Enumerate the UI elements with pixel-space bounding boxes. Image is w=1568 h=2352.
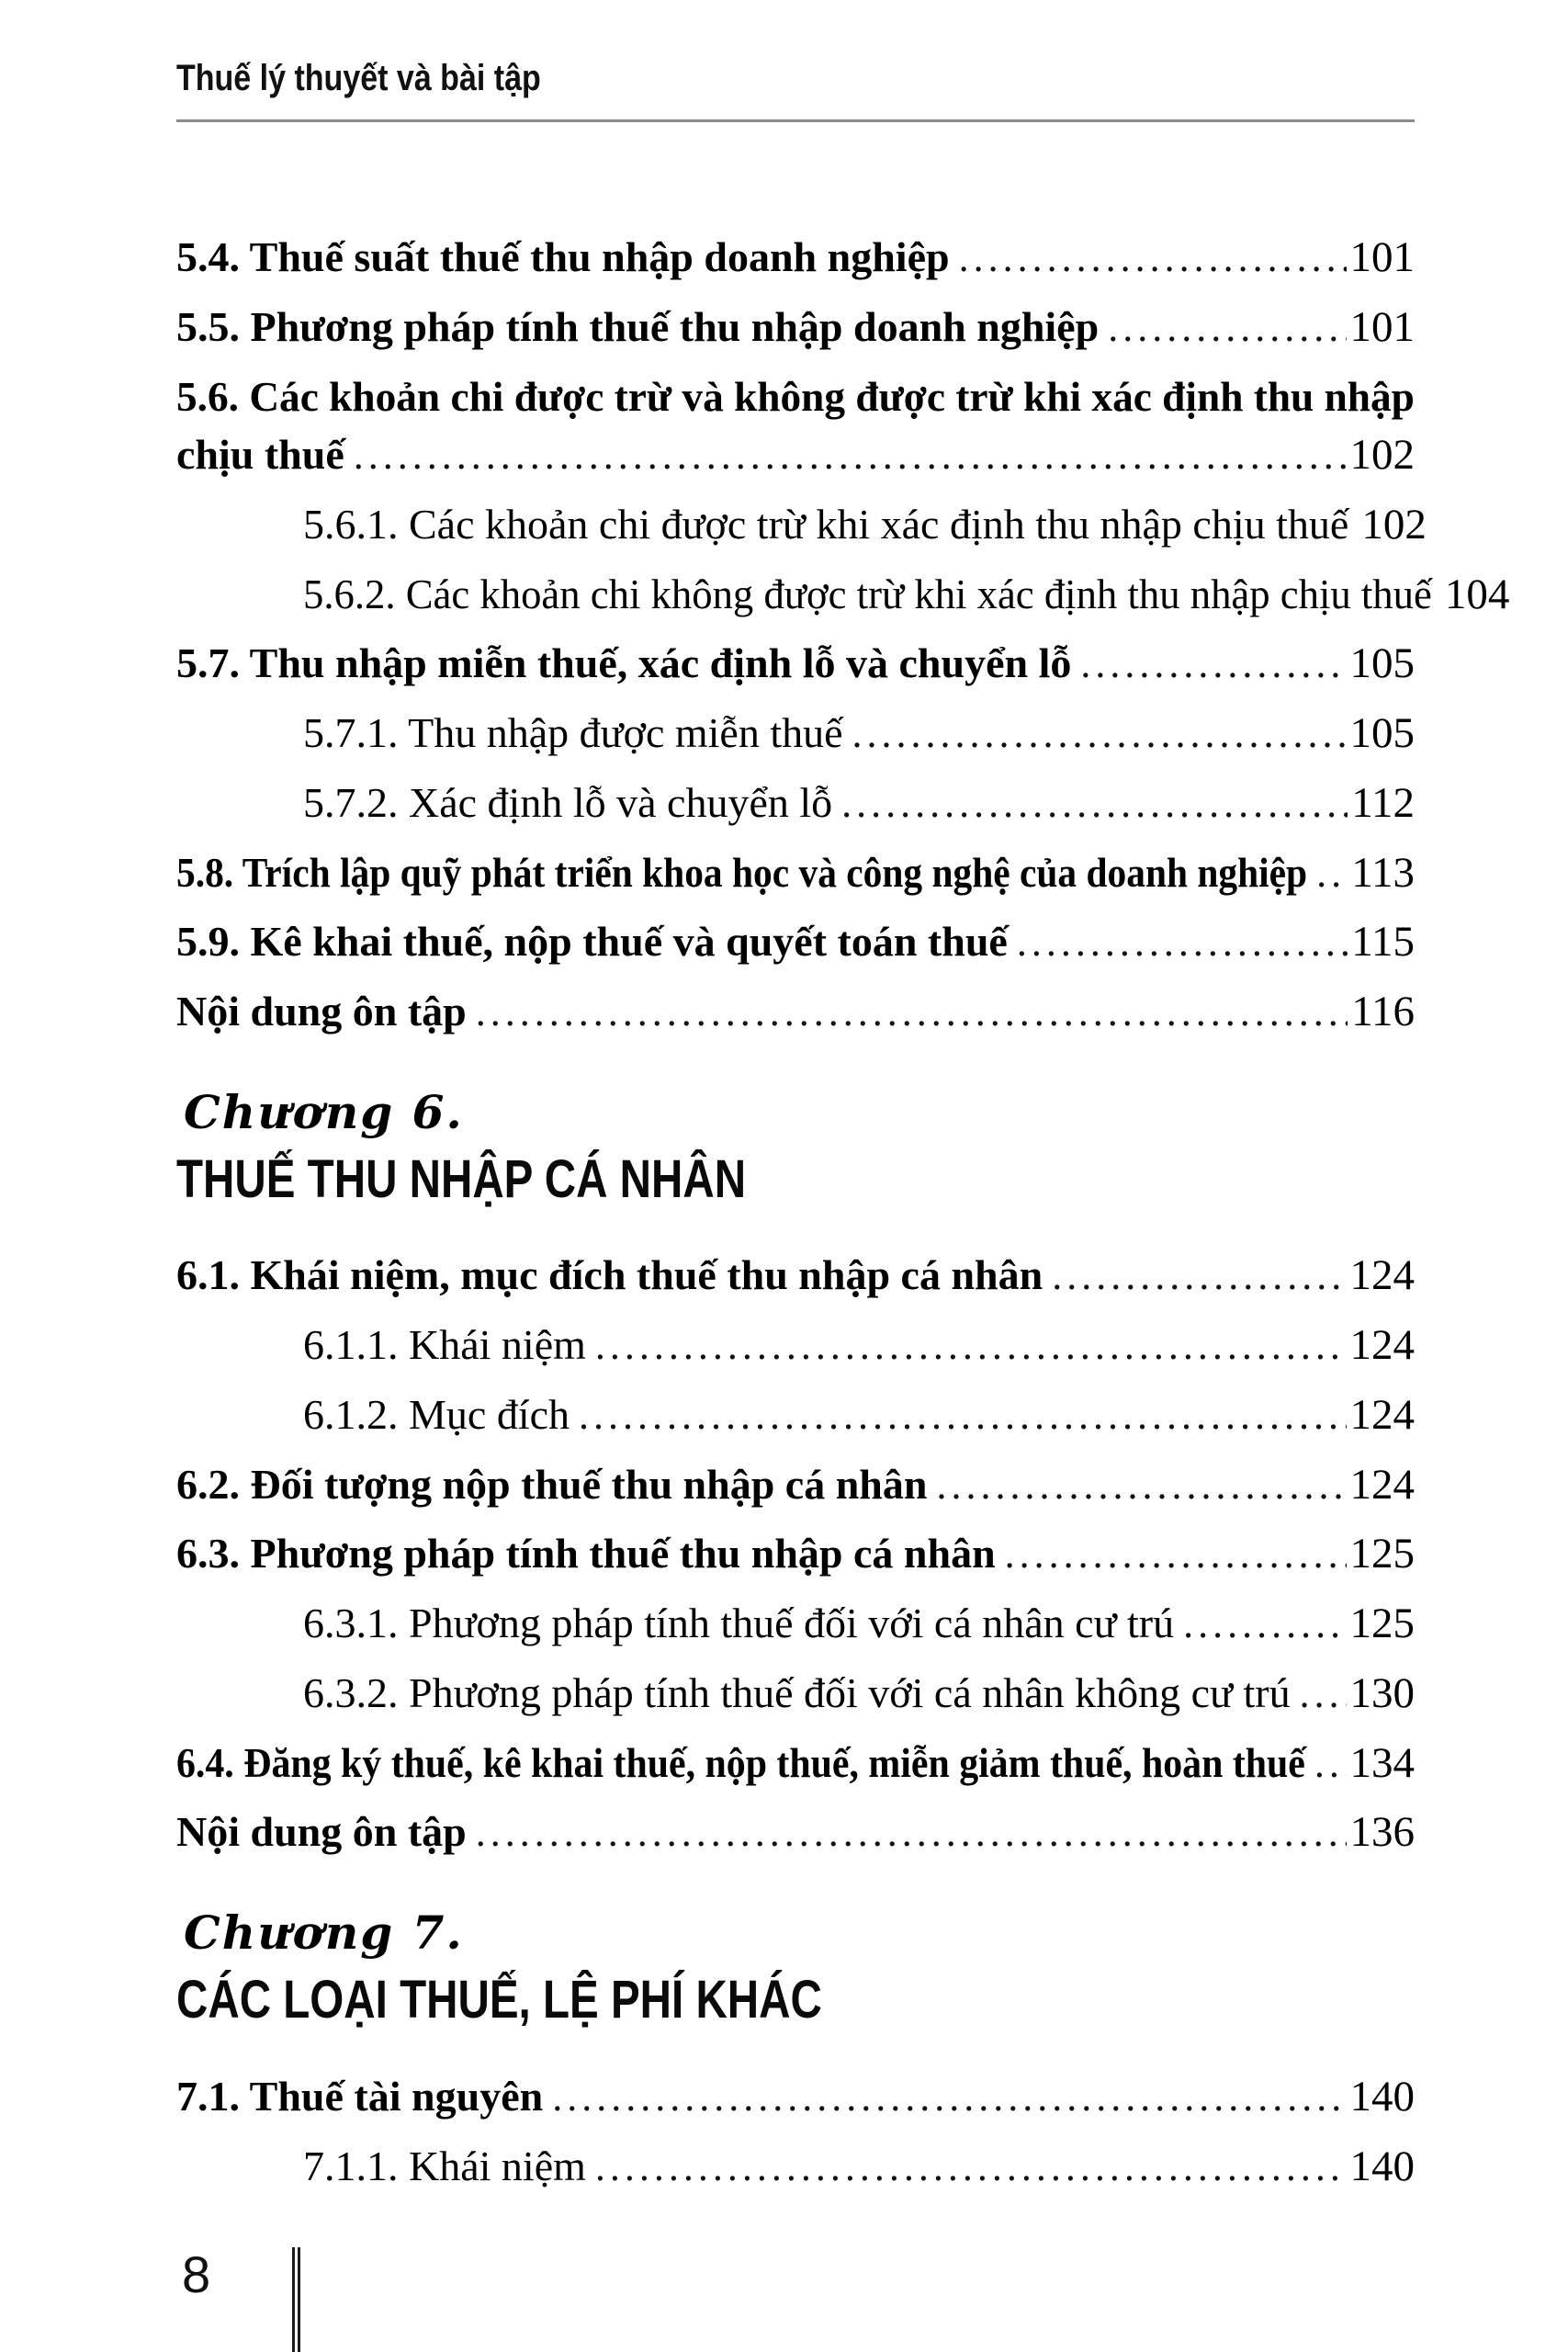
binding-mark-double-line: [292, 2247, 300, 2352]
toc-entry: [176, 985, 1415, 1039]
toc-entry: [176, 1736, 1415, 1791]
chapter-label: Chương 6.: [184, 1084, 464, 1139]
toc-entry-page: 105: [1349, 709, 1415, 757]
toc-entry-page: 136: [1349, 1808, 1415, 1857]
toc-entry: [176, 1388, 1415, 1442]
toc-entry-text: 5.7. Thu nhập miễn thuế, xác định lỗ và chuyển lỗ: [176, 639, 1072, 687]
toc-entry-text: 7.1. Thuế tài nguyên: [176, 2072, 544, 2120]
toc-entry: [176, 1249, 1415, 1303]
toc-entry: [176, 1318, 1415, 1373]
dot-leader: [476, 985, 1348, 1038]
toc-entry: [176, 707, 1415, 761]
toc-entry-page: 124: [1349, 1390, 1415, 1439]
dot-leader: [1300, 1667, 1347, 1720]
toc-entry-text: chịu thuế: [176, 431, 344, 478]
table-of-contents: [176, 231, 1510, 2193]
toc-entry-text: 5.6. Các khoản chi được trừ và không được trừ khi xác định thu nhập: [176, 372, 1415, 420]
dot-leader: [476, 1805, 1347, 1859]
dot-leader: [1316, 846, 1348, 899]
chapter7-heading: [176, 1905, 1415, 2031]
dot-leader: [1052, 1249, 1346, 1302]
toc-entry: [176, 231, 1415, 285]
dot-leader: [1314, 1736, 1347, 1790]
chapter-label: Chương 7.: [184, 1905, 464, 1961]
toc-entry-text: 5.9. Kê khai thuế, nộp thuế và quyết toán thuế: [176, 918, 1008, 966]
dot-leader: [1080, 637, 1346, 690]
toc-entry-page: 124: [1349, 1460, 1415, 1509]
toc-entry-text: 6.3.2. Phương pháp tính thuế đối với cá nhân không cư trú: [303, 1668, 1291, 1716]
toc-entry-text: 6.1.1. Khái niệm: [303, 1321, 586, 1369]
dot-leader: [959, 231, 1347, 284]
toc-entry-page: 112: [1351, 778, 1415, 827]
toc-entry: [176, 498, 1427, 552]
toc-entry-page: 125: [1349, 1600, 1415, 1648]
dot-leader: [852, 707, 1347, 760]
toc-entry: [176, 637, 1415, 691]
toc-section-chapter7: [176, 2070, 1415, 2194]
dot-leader: [1017, 915, 1348, 968]
toc-entry-page: 140: [1349, 2142, 1415, 2190]
dot-leader: [1108, 300, 1346, 354]
dot-leader: [841, 776, 1348, 830]
dot-leader: [354, 428, 1347, 481]
toc-entry-page: 130: [1349, 1668, 1415, 1717]
chapter6-heading: [176, 1085, 1415, 1211]
toc-entry: [176, 300, 1415, 355]
dot-leader: [552, 2070, 1346, 2123]
toc-entry-page: 115: [1351, 918, 1415, 967]
toc-entry-text: 6.1.2. Mục đích: [303, 1390, 570, 1438]
toc-entry-page: 101: [1349, 302, 1415, 351]
toc-entry: [176, 2140, 1415, 2194]
toc-entry-page: 140: [1349, 2072, 1415, 2120]
toc-entry: [176, 846, 1415, 900]
toc-entry-text: 7.1.1. Khái niệm: [303, 2142, 586, 2189]
toc-entry-page: 113: [1351, 848, 1415, 897]
toc-entry: [176, 1458, 1415, 1512]
toc-entry-text: 5.6.2. Các khoản chi không được trừ khi xác định thu nhập chịu thuế: [303, 570, 1432, 617]
dot-leader: [1183, 1597, 1346, 1650]
toc-entry-text: 5.6.1. Các khoản chi được trừ khi xác định thu nhập chịu thuế: [303, 500, 1349, 548]
dot-leader: [595, 2140, 1347, 2193]
toc-entry-text: 5.8. Trích lập quỹ phát triển khoa học và công nghệ của doanh nghiệp: [176, 848, 1308, 896]
toc-entry: [176, 568, 1510, 622]
toc-entry-text: 6.1. Khái niệm, mục đích thuế thu nhập cá nhân: [176, 1251, 1043, 1299]
toc-entry: [176, 1527, 1415, 1581]
toc-entry-page: 134: [1349, 1738, 1415, 1787]
toc-entry-text: 5.4. Thuế suất thuế thu nhập doanh nghiệp: [176, 233, 950, 280]
dot-leader: [595, 1318, 1347, 1372]
toc-entry: [176, 2070, 1415, 2124]
toc-entry: [176, 915, 1415, 969]
toc-entry-page: 125: [1349, 1530, 1415, 1578]
dot-leader: [1005, 1527, 1347, 1580]
header-rule: [176, 119, 1415, 122]
chapter-title: THUẾ THU NHẬP CÁ NHÂN: [176, 1148, 747, 1209]
toc-entry-page: 124: [1349, 1251, 1415, 1300]
toc-entry-page: 102: [1349, 431, 1415, 479]
toc-entry-page: 104: [1444, 570, 1510, 618]
toc-entry-page: 102: [1361, 500, 1427, 548]
toc-entry-text: 6.4. Đăng ký thuế, kê khai thuế, nộp thuế, miễn giảm thuế, hoàn thuế: [176, 1738, 1305, 1786]
toc-entry: [176, 1597, 1415, 1651]
running-head-title: Thuế lý thuyết và bài tập: [176, 58, 541, 98]
toc-entry-page: 105: [1349, 639, 1415, 688]
toc-entry-continuation: [176, 428, 1415, 482]
toc-entry-text: 6.3. Phương pháp tính thuế thu nhập cá nhân: [176, 1530, 996, 1577]
toc-entry-page: 116: [1351, 988, 1415, 1035]
dot-leader: [579, 1388, 1346, 1442]
chapter-title: CÁC LOẠI THUẾ, LỆ PHÍ KHÁC: [176, 1970, 822, 2030]
toc-entry-text: 6.2. Đối tượng nộp thuế thu nhập cá nhân: [176, 1460, 928, 1508]
toc-entry-text: Nội dung ôn tập: [176, 988, 467, 1035]
toc-section-chapter5: [176, 231, 1510, 1039]
footer-page-number: 8: [182, 2245, 211, 2303]
toc-entry-text: 6.3.1. Phương pháp tính thuế đối với cá nhân cư trú: [303, 1600, 1175, 1647]
toc-entry-text: 5.7.1. Thu nhập được miễn thuế: [303, 709, 843, 756]
toc-entry-page: 101: [1349, 233, 1415, 281]
toc-entry: [176, 1667, 1415, 1721]
toc-entry: [176, 370, 1415, 424]
toc-entry-page: 124: [1349, 1321, 1415, 1370]
toc-entry-text: 5.5. Phương pháp tính thuế thu nhập doanh nghiệp: [176, 302, 1100, 350]
toc-entry-text: 5.7.2. Xác định lỗ và chuyển lỗ: [303, 778, 833, 826]
dot-leader: [936, 1458, 1346, 1511]
toc-entry: [176, 1805, 1415, 1860]
toc-section-chapter6: [176, 1249, 1415, 1860]
toc-entry-text: Nội dung ôn tập: [176, 1808, 467, 1856]
toc-entry: [176, 776, 1415, 831]
